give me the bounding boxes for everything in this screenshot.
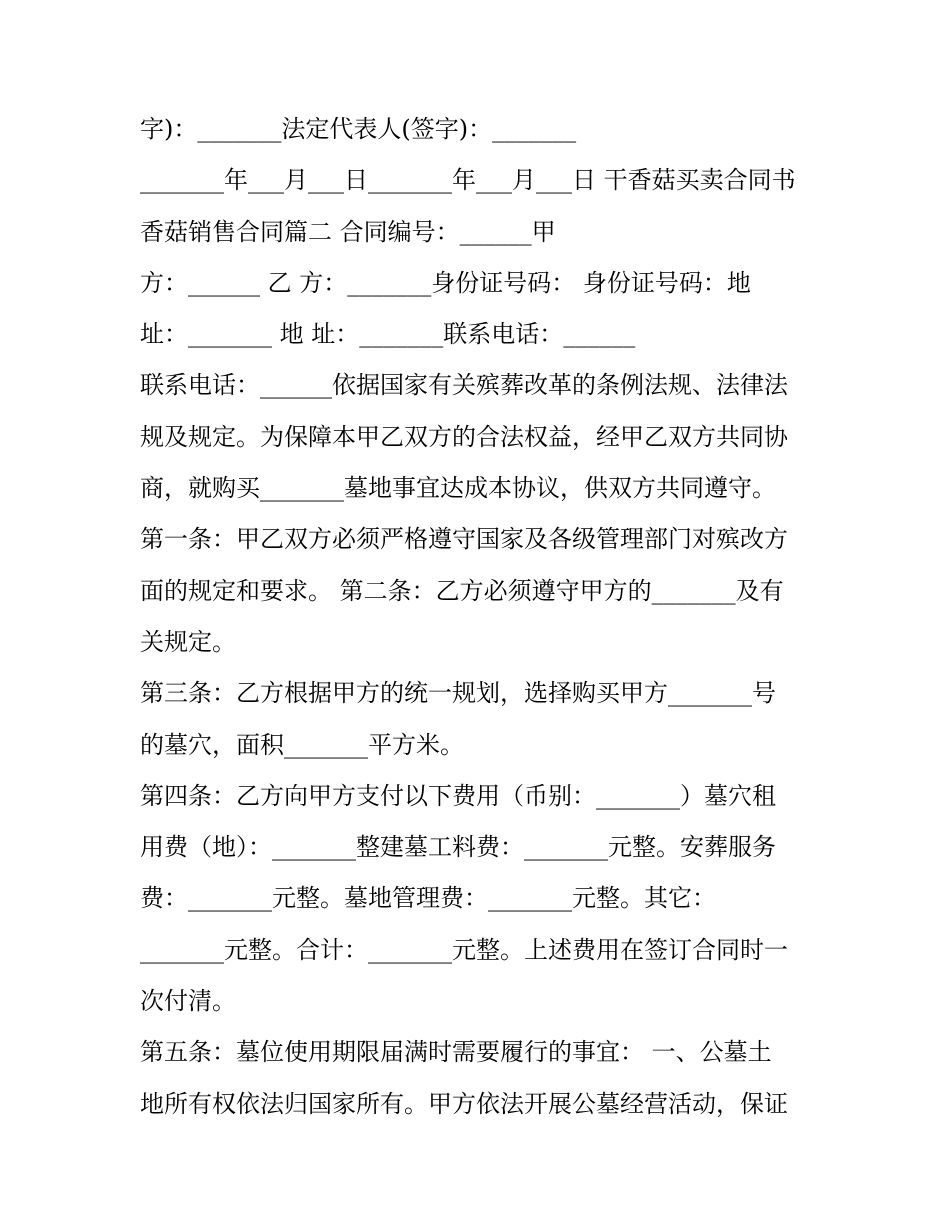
text-line-20: 地所有权依法归国家所有。甲方依法开展公墓经营活动，保证 [140, 1089, 788, 1118]
text-line-8: 商，就购买_______墓地事宜达成本协议，供双方共同遵守。 [140, 474, 776, 503]
text-line-14: 第四条：乙方向甲方支付以下费用（币别：_______）墓穴租 [140, 781, 776, 810]
text-line-9: 第一条：甲乙双方必须严格遵守国家及各级管理部门对殡改方 [140, 525, 788, 554]
text-line-1: 字)：_______法定代表人(签字)：_______ [140, 115, 577, 143]
text-line-12: 第三条：乙方根据甲方的统一规划，选择购买甲方_______号 [140, 679, 776, 708]
text-line-11: 关规定。 [140, 627, 236, 656]
text-line-5: 址：_______ 地 址：_______联系电话：______ [140, 320, 636, 349]
text-line-2: _______年___月___日_______年___月___日 干香菇买卖合同书 [140, 166, 796, 195]
text-line-10: 面的规定和要求。 第二条：乙方必须遵守甲方的_______及有 [140, 576, 784, 605]
text-line-13: 的墓穴，面积_______平方米。 [140, 730, 464, 759]
text-line-18: 次付清。 [140, 987, 236, 1016]
text-line-4: 方：______ 乙 方：_______身份证号码： 身份证号码：地 [140, 268, 751, 297]
text-line-16: 费：_______元整。墓地管理费：_______元整。其它： [140, 884, 716, 913]
text-line-6: 联系电话：______依据国家有关殡葬改革的条例法规、法律法 [140, 371, 788, 400]
text-line-19: 第五条：墓位使用期限届满时需要履行的事宜： 一、公墓土 [140, 1038, 772, 1067]
text-line-15: 用费（地）：_______整建墓工料费：_______元整。安葬服务 [140, 833, 776, 862]
text-line-7: 规及规定。为保障本甲乙双方的合法权益，经甲乙双方共同协 [140, 422, 788, 451]
contract-page [140, 104, 820, 1130]
text-line-17: _______元整。合计：_______元整。上述费用在签订合同时一 [140, 935, 788, 964]
text-line-3: 香菇销售合同篇二 合同编号：______甲 [140, 217, 556, 246]
